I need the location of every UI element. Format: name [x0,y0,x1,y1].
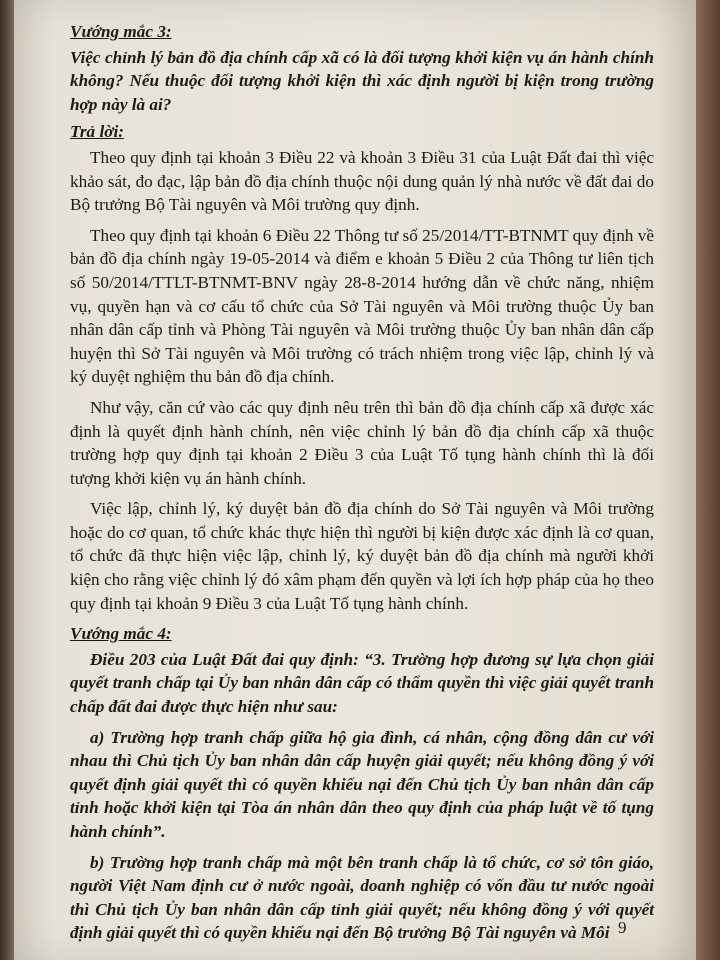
answer-label: Trả lời: [70,122,124,142]
heading-vuong-mac-4: Vướng mắc 4: [70,624,172,644]
question-4-intro: Điều 203 của Luật Đất đai quy định: “3. Trường hợp đương sự lựa chọn giải quyết tranh chấp tại Ủy ban nhân dân cấp có thẩm quyền thì việc giải quyết tranh chấp đất đai được thực hiện như sau: [70,649,654,717]
book-spine-shadow [0,0,14,960]
answer-paragraph-3: Như vậy, căn cứ vào các quy định nêu trên thì bản đồ địa chính cấp xã được xác định là quyết định hành chính, nên việc chỉnh lý bản đồ địa chính cấp xã thuộc trường hợp quy định tại khoản 2 Điều 3 của Luật Tố tụng hành chính thì là đối tượng khởi kiện vụ án hành chính. [70,397,654,488]
book-page [14,0,696,960]
question-4-item-a: a) Trường hợp tranh chấp giữa hộ gia đình, cá nhân, cộng đồng dân cư với nhau thì Chủ tịch Ủy ban nhân dân cấp huyện giải quyết; nếu không đồng ý với quyết định giải quyết thì có quyền khiếu nại đến Chủ tịch Ủy ban nhân dân cấp tỉnh hoặc khởi kiện tại Tòa án nhân dân theo quy định của pháp luật về tố tụng hành chính”. [70,727,654,841]
question-4-item-b: b) Trường hợp tranh chấp mà một bên tranh chấp là tổ chức, cơ sở tôn giáo, người Việt Nam định cư ở nước ngoài, doanh nghiệp có vốn đầu tư nước ngoài thì Chủ tịch Ủy ban nhân dân cấp tỉnh giải quyết; nếu không đồng ý với quyết định giải quyết thì có quyền khiếu nại đến Bộ trưởng Bộ Tài nguyên và Môi [70,852,654,943]
heading-vuong-mac-3: Vướng mắc 3: [70,22,172,41]
page-content [70,20,654,952]
answer-paragraph-2: Theo quy định tại khoản 6 Điều 22 Thông tư số 25/2014/TT-BTNMT quy định về bản đồ địa chính ngày 19-05-2014 và điểm e khoản 5 Điều 2 của Thông tư liên tịch số 50/2014/TTLT-BTNMT-BNV ngày 28-8-2014 hướng dẫn về chức năng, nhiệm vụ, quyền hạn và cơ cấu tổ chức của Sở Tài nguyên và Môi trường thuộc Ủy ban nhân dân cấp tỉnh và Phòng Tài nguyên và Môi trường thuộc Ủy ban nhân dân cấp huyện thì Sở Tài nguyên và Môi trường có trách nhiệm trong việc lập, chỉnh lý và ký duyệt nghiệm thu bản đồ địa chính. [70,225,654,387]
answer-paragraph-4: Việc lập, chỉnh lý, ký duyệt bản đồ địa chính do Sở Tài nguyên và Môi trường hoặc do cơ quan, tổ chức khác thực hiện thì người bị kiện được xác định là cơ quan, tổ chức đã thực hiện việc lập, chỉnh lý, ký duyệt bản đồ địa chính mà người khởi kiện cho rằng việc chỉnh lý đó xâm phạm đến quyền và lợi ích hợp pháp của họ theo quy định tại khoản 9 Điều 3 của Luật Tố tụng hành chính. [70,499,654,613]
answer-paragraph-1: Theo quy định tại khoản 3 Điều 22 và khoản 3 Điều 31 của Luật Đất đai thì việc khảo sát, đo đạc, lập bản đồ địa chính thuộc nội dung quản lý nhà nước về đất đai do Bộ trưởng Bộ Tài nguyên và Môi trường quy định. [70,147,654,215]
question-3: Việc chỉnh lý bản đồ địa chính cấp xã có là đối tượng khởi kiện vụ án hành chính không? Nếu thuộc đối tượng khởi kiện thì xác định người bị kiện trong trường hợp này là ai? [70,47,654,114]
page-number: 9 [618,918,627,937]
book-edge [696,0,720,960]
